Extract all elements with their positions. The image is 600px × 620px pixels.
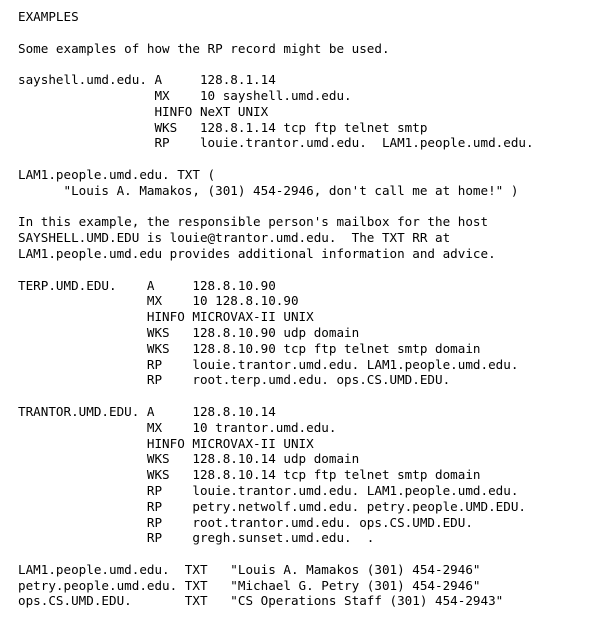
blank-line	[18, 262, 534, 278]
trantor-record-line: TRANTOR.UMD.EDU. A 128.8.10.14	[18, 403, 276, 419]
trantor-record-line: RP louie.trantor.umd.edu. LAM1.people.umd.edu.	[18, 482, 519, 498]
trantor-record-line: WKS 128.8.10.14 tcp ftp telnet smtp domain	[18, 467, 481, 483]
intro-paragraph-line: Some examples of how the RP record might be used.	[18, 40, 390, 56]
section-heading-examples: EXAMPLES	[18, 9, 79, 24]
txt-record-line: ops.CS.UMD.EDU. TXT "CS Operations Staff (301) 454-2943"	[18, 593, 504, 609]
lam1-txt-record-line: "Louis A. Mamakos, (301) 454-2946, don't call me at home!" )	[18, 182, 519, 198]
terp-record-line: MX 10 128.8.10.90	[18, 293, 299, 309]
trantor-record-line: RP root.trantor.umd.edu. ops.CS.UMD.EDU.	[18, 514, 473, 530]
sayshell-record-line: HINFO NeXT UNIX	[18, 103, 269, 119]
explanation-paragraph-line: SAYSHELL.UMD.EDU is louie@trantor.umd.edu. The TXT RR at	[18, 230, 451, 246]
terp-record-line: WKS 128.8.10.90 udp domain	[18, 324, 360, 340]
terp-record-line: TERP.UMD.EDU. A 128.8.10.90	[18, 277, 276, 293]
terp-record-line: HINFO MICROVAX-II UNIX	[18, 309, 314, 325]
explanation-paragraph-line: In this example, the responsible person's mailbox for the host	[18, 214, 489, 230]
terp-record-line: RP root.terp.umd.edu. ops.CS.UMD.EDU.	[18, 372, 451, 388]
trantor-record-line: HINFO MICROVAX-II UNIX	[18, 435, 314, 451]
blank-line	[18, 546, 534, 562]
sayshell-record-line: RP louie.trantor.umd.edu. LAM1.people.umd.edu.	[18, 135, 534, 151]
blank-line	[18, 56, 534, 72]
terp-record-line: RP louie.trantor.umd.edu. LAM1.people.umd.edu.	[18, 356, 519, 372]
sayshell-record-line: MX 10 sayshell.umd.edu.	[18, 87, 352, 103]
trantor-record-line: RP petry.netwolf.umd.edu. petry.people.UMD.EDU.	[18, 498, 526, 514]
sayshell-record-line: sayshell.umd.edu. A 128.8.1.14	[18, 72, 276, 88]
trantor-record-line: WKS 128.8.10.14 udp domain	[18, 451, 360, 467]
terp-record-line: WKS 128.8.10.90 tcp ftp telnet smtp domain	[18, 340, 481, 356]
blank-line	[18, 199, 534, 215]
blank-line	[18, 25, 534, 41]
trantor-record-line: MX 10 trantor.umd.edu.	[18, 419, 337, 435]
blank-line	[18, 151, 534, 167]
lam1-txt-record-line: LAM1.people.umd.edu. TXT (	[18, 166, 216, 182]
sayshell-record-line: WKS 128.8.1.14 tcp ftp telnet smtp	[18, 119, 428, 135]
txt-record-line: petry.people.umd.edu. TXT "Michael G. Petry (301) 454-2946"	[18, 577, 481, 593]
explanation-paragraph-line: LAM1.people.umd.edu provides additional information and advice.	[18, 245, 496, 261]
trantor-record-line: RP gregh.sunset.umd.edu. .	[18, 530, 375, 546]
blank-line	[18, 388, 534, 404]
rfc-document-text	[18, 9, 534, 609]
txt-record-line: LAM1.people.umd.edu. TXT "Louis A. Mamakos (301) 454-2946"	[18, 561, 481, 577]
